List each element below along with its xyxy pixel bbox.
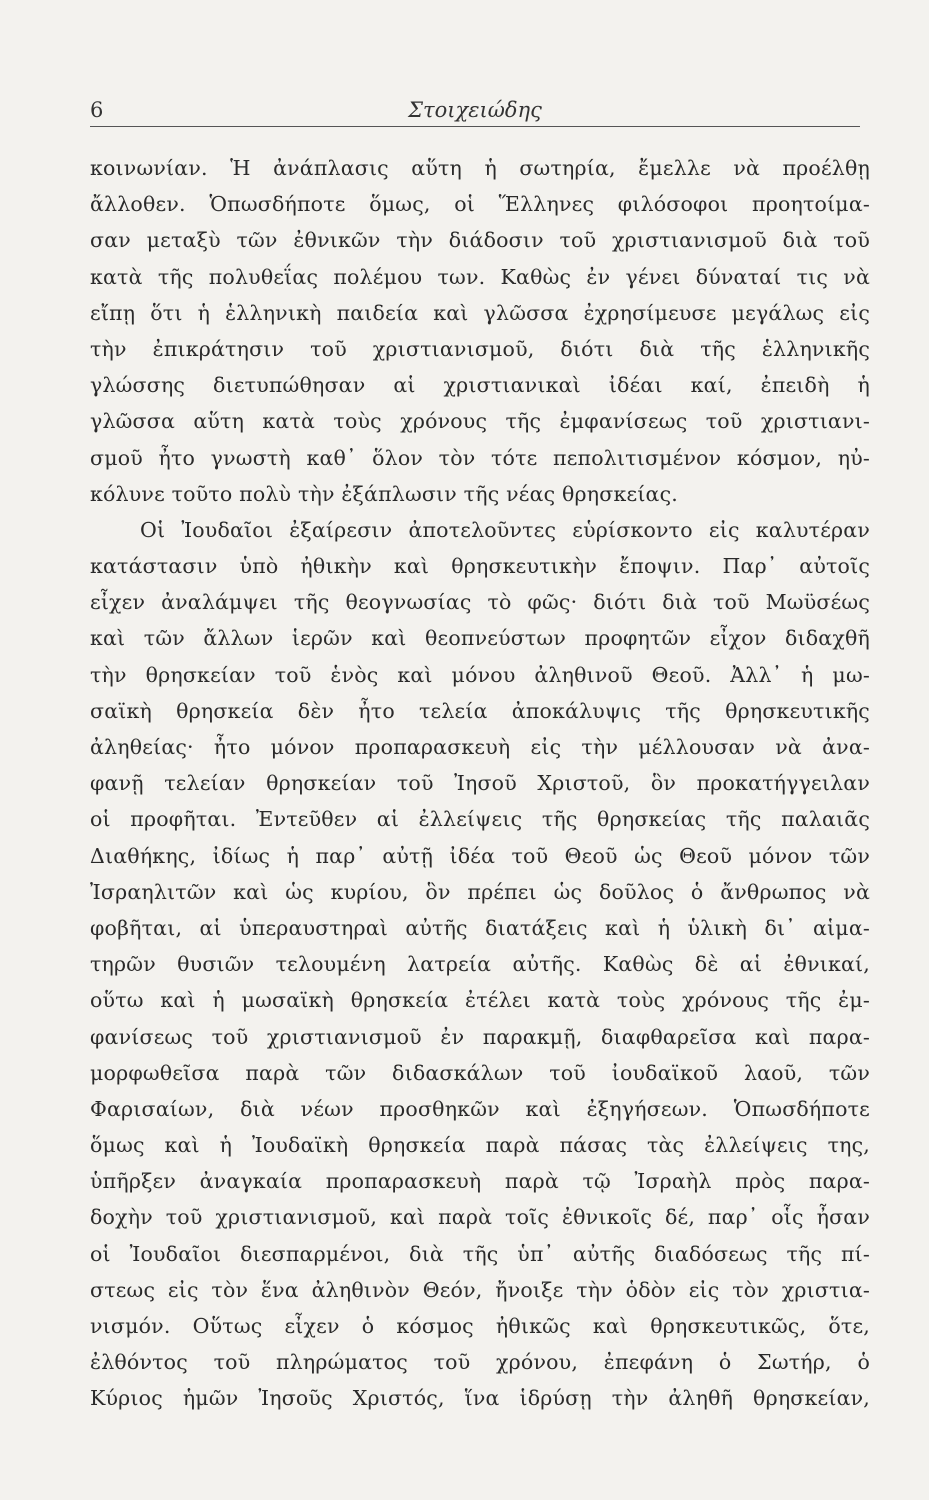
text-line: τηρῶν θυσιῶν τελουμένη λατρεία αὐτῆς. Καθὼς δὲ αἱ ἐθνικαί, [90, 952, 870, 977]
text-line: γλώσσης διετυπώθησαν αἱ χριστιανικαὶ ἰδέαι καί, ἐπειδὴ ἡ [90, 373, 870, 398]
text-line: ἀληθείας· ἦτο μόνον προπαρασκευὴ εἰς τὴν μέλλουσαν νὰ ἀνα- [90, 735, 870, 759]
text-line: Φαρισαίων, διὰ νέων προσθηκῶν καὶ ἐξηγήσεων. Ὁπωσδήποτε [90, 1096, 870, 1121]
body-text [90, 150, 870, 1417]
text-line: Ἰσραηλιτῶν καὶ ὡς κυρίου, ὃν πρέπει ὡς δοῦλος ὁ ἄνθρωπος νὰ [90, 879, 870, 904]
page-header [90, 98, 860, 128]
text-line: μορφωθεῖσα παρὰ τῶν διδασκάλων τοῦ ἰουδαϊκοῦ λαοῦ, τῶν [90, 1060, 870, 1085]
text-line: εἴπῃ ὅτι ἡ ἑλληνικὴ παιδεία καὶ γλῶσσα ἐχρησίμευσε μεγάλως εἰς [90, 300, 870, 325]
text-line: σαϊκὴ θρησκεία δὲν ἦτο τελεία ἀποκάλυψις τῆς θρησκευτικῆς [90, 698, 870, 723]
text-line: σαν μεταξὺ τῶν ἐθνικῶν τὴν διάδοσιν τοῦ χριστιανισμοῦ διὰ τοῦ [90, 228, 870, 253]
text-line: κατάστασιν ὑπὸ ἠθικὴν καὶ θρησκευτικὴν ἔποψιν. Παρ᾽ αὐτοῖς [90, 554, 870, 579]
text-line: κοινωνίαν. Ἡ ἀνάπλασις αὕτη ἡ σωτηρία, ἔμελλε νὰ προέλθῃ [90, 156, 870, 180]
text-line: φοβῆται, αἱ ὑπεραυστηραὶ αὐτῆς διατάξεις καὶ ἡ ὑλικὴ δι᾽ αἱμα- [90, 915, 870, 940]
header-rule [90, 126, 860, 127]
text-line: ὅμως καὶ ἡ Ἰουδαϊκὴ θρησκεία παρὰ πάσας τὰς ἐλλείψεις της, [90, 1133, 870, 1158]
text-line: γλῶσσα αὕτη κατὰ τοὺς χρόνους τῆς ἐμφανίσεως τοῦ χριστιανι- [90, 409, 870, 434]
text-line: οὕτω καὶ ἡ μωσαϊκὴ θρησκεία ἐτέλει κατὰ τοὺς χρόνους τῆς ἐμ- [90, 988, 870, 1013]
text-line: σμοῦ ἦτο γνωστὴ καθ᾽ ὅλον τὸν τότε πεπολιτισμένον κόσμον, ηὐ- [90, 445, 870, 470]
text-line: Οἱ Ἰουδαῖοι ἐξαίρεσιν ἀποτελοῦντες εὑρίσκοντο εἰς καλυτέραν [140, 517, 870, 542]
text-line: φανῇ τελείαν θρησκείαν τοῦ Ἰησοῦ Χριστοῦ, ὃν προκατήγγειλαν [90, 771, 870, 796]
text-line: οἱ Ἰουδαῖοι διεσπαρμένοι, διὰ τῆς ὑπ᾽ αὐτῆς διαδόσεως τῆς πί- [90, 1241, 870, 1266]
text-line: δοχὴν τοῦ χριστιανισμοῦ, καὶ παρὰ τοῖς ἐθνικοῖς δέ, παρ᾽ οἷς ἦσαν [90, 1205, 870, 1230]
text-line: οἱ προφῆται. Ἐντεῦθεν αἱ ἐλλείψεις τῆς θρησκείας τῆς παλαιᾶς [90, 807, 870, 832]
text-line: τὴν ἐπικράτησιν τοῦ χριστιανισμοῦ, διότι διὰ τῆς ἑλληνικῆς [90, 336, 870, 361]
text-line: ἄλλοθεν. Ὁπωσδήποτε ὅμως, οἱ Ἕλληνες φιλόσοφοι προητοίμα- [90, 192, 870, 217]
text-line: Κύριος ἡμῶν Ἰησοῦς Χριστός, ἵνα ἱδρύσῃ τὴν ἀληθῆ θρησκείαν, [90, 1386, 870, 1411]
text-line: Διαθήκης, ἰδίως ἡ παρ᾽ αὐτῇ ἰδέα τοῦ Θεοῦ ὡς Θεοῦ μόνον τῶν [90, 843, 870, 868]
text-line: ἐλθόντος τοῦ πληρώματος τοῦ χρόνου, ἐπεφάνη ὁ Σωτήρ, ὁ [90, 1350, 870, 1375]
text-line: φανίσεως τοῦ χριστιανισμοῦ ἐν παρακμῇ, διαφθαρεῖσα καὶ παρα- [90, 1024, 870, 1049]
text-line: στεως εἰς τὸν ἕνα ἀληθινὸν Θεόν, ἤνοιξε τὴν ὁδὸν εἰς τὸν χριστια- [90, 1277, 870, 1302]
text-line: ὑπῆρξεν ἀναγκαία προπαρασκευὴ παρὰ τῷ Ἰσραὴλ πρὸς παρα- [90, 1169, 870, 1194]
page-number: 6 [90, 98, 104, 122]
text-line: εἶχεν ἀναλάμψει τῆς θεογνωσίας τὸ φῶς· διότι διὰ τοῦ Μωϋσέως [90, 590, 870, 615]
running-title: Στοιχειώδης [408, 98, 542, 122]
text-line: κόλυνε τοῦτο πολὺ τὴν ἐξάπλωσιν τῆς νέας θρησκείας. [90, 481, 678, 506]
text-line: κατὰ τῆς πολυθεΐας πολέμου των. Καθὼς ἐν γένει δύναταί τις νὰ [90, 264, 870, 289]
text-line: καὶ τῶν ἄλλων ἱερῶν καὶ θεοπνεύστων προφητῶν εἶχον διδαχθῆ [90, 626, 870, 651]
text-line: νισμόν. Οὕτως εἶχεν ὁ κόσμος ἠθικῶς καὶ θρησκευτικῶς, ὅτε, [90, 1314, 870, 1338]
text-line: τὴν θρησκείαν τοῦ ἑνὸς καὶ μόνου ἀληθινοῦ Θεοῦ. Ἀλλ᾽ ἡ μω- [90, 662, 870, 687]
